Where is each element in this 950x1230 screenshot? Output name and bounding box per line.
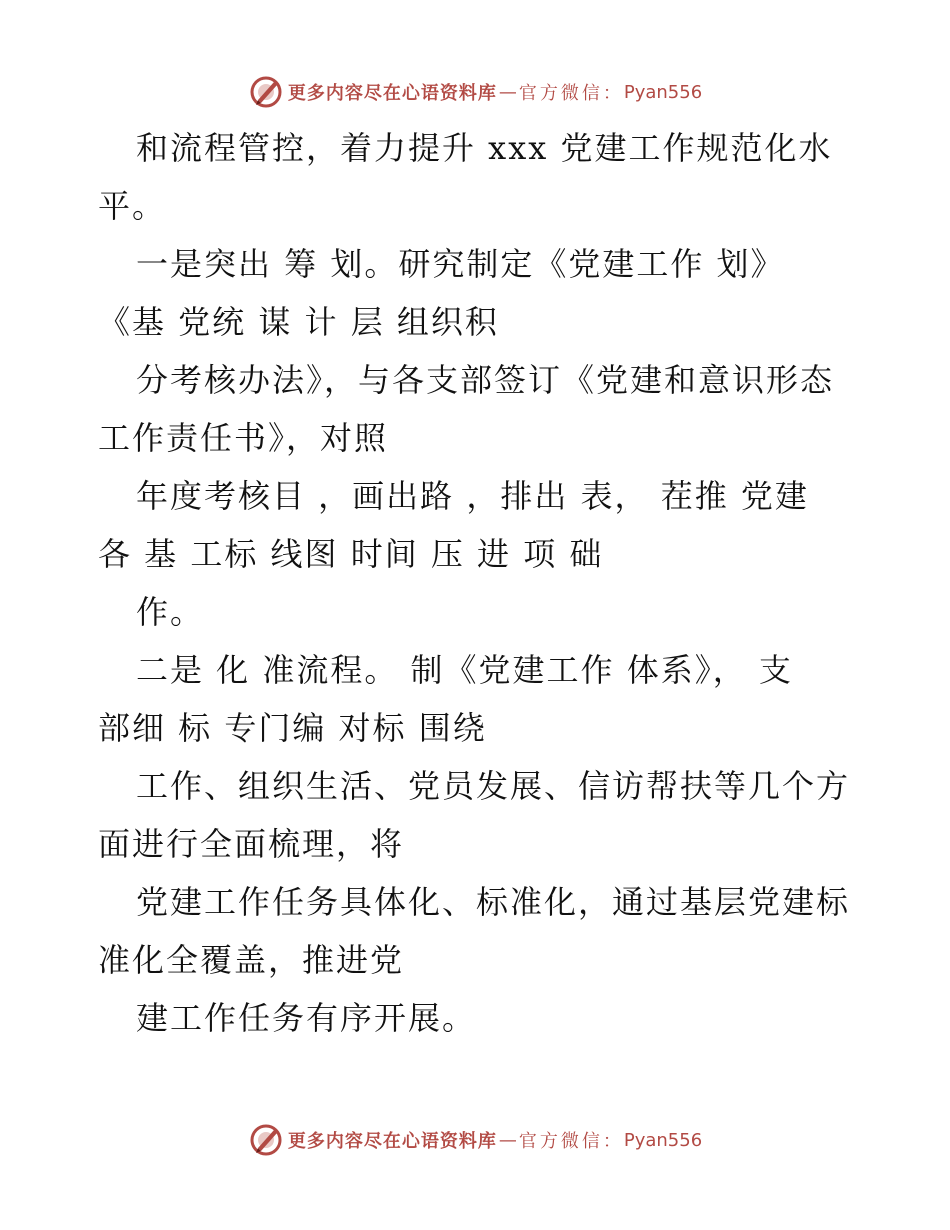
text-line: 一是突出 筹 划。研究制定《党建工作 划》 (136, 245, 785, 283)
text-line: 年度考核目 ，画出路 ，排出 表， 茬推 党建 (136, 477, 809, 515)
text-line: 和流程管控，着力提升 xxx 党建工作规范化水 (136, 129, 833, 167)
watermark-dash: — (498, 81, 517, 103)
watermark-main-text: 更多内容尽在心语资料库 (287, 83, 497, 104)
text-line: 面进行全面梳理，将 (98, 825, 405, 863)
text-line: 作。 (136, 593, 205, 631)
text-line: 分考核办法》，与各支部签订《党建和意识形态 (136, 361, 835, 399)
text-line: 部细 标 专门编 对标 围绕 (98, 709, 487, 747)
text-line: 《基 党统 谋 计 层 组织积 (98, 303, 499, 341)
text-line: 平。 (98, 187, 167, 225)
text-line: 准化全覆盖，推进党 (98, 941, 405, 979)
watermark-sub-text: 官方微信： (518, 1131, 624, 1152)
text-line: 工作责任书》，对照 (98, 419, 389, 457)
text-line: 党建工作任务具体化、标准化，通过基层党建标 (136, 883, 851, 921)
pen-logo-icon (248, 74, 284, 110)
watermark-wechat-id: Pyan556 (623, 1129, 703, 1151)
text-line: 二是 化 准流程。 制《党建工作 体系》， 支 (136, 651, 793, 689)
watermark-sub-text: 官方微信： (518, 83, 624, 104)
pen-logo-icon (248, 1122, 284, 1158)
text-line: 工作、组织生活、党员发展、信访帮扶等几个方 (136, 767, 851, 805)
watermark-dash: — (498, 1129, 517, 1151)
watermark-wechat-id: Pyan556 (623, 81, 703, 103)
text-line: 各 基 工标 线图 时间 压 进 项 础 (98, 535, 604, 573)
watermark-main-text: 更多内容尽在心语资料库 (287, 1131, 497, 1152)
watermark-footer (0, 1120, 950, 1160)
watermark-header (0, 72, 950, 112)
text-line: 建工作任务有序开展。 (136, 999, 477, 1037)
